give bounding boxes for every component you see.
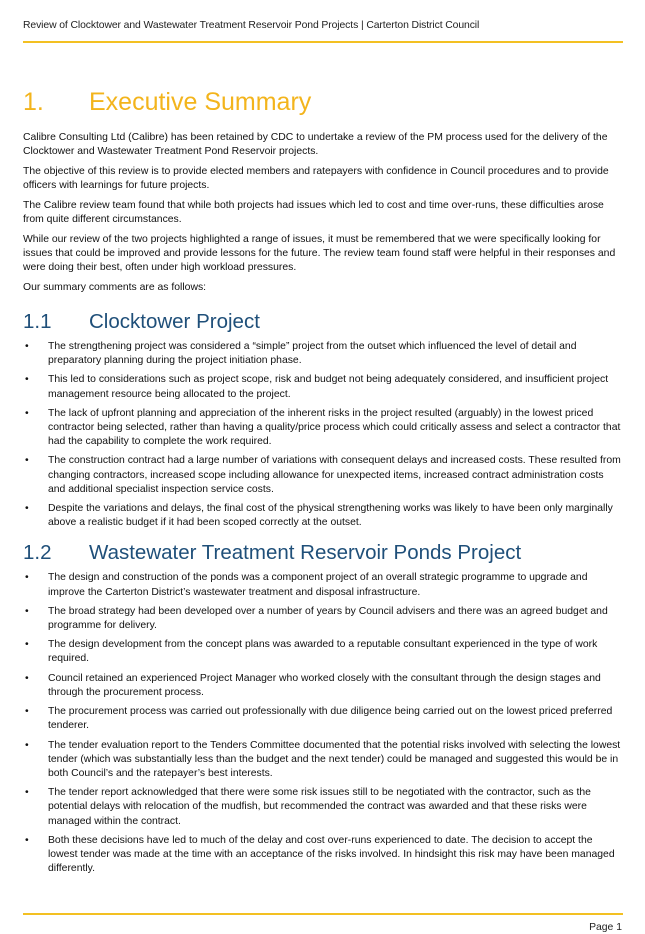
- list-item-text: The design and construction of the ponds was a component project of an overall strategic programme to upgrade and improve the Carterton District’s wastewater treatment and disposal infrastructure.: [48, 572, 588, 598]
- bullet: •: [25, 407, 29, 419]
- list-item-text: The tender report acknowledged that there were some risk issues still to be negotiated with the contractor, such as the potential delays with relocation of the mudfish, but recommended the contract was awarded and that these risks were managed within the contract.: [48, 787, 591, 827]
- list-item-text: The construction contract had a large number of variations with consequent delays and increased costs. These resulted from changing contractors, increased scope including allowance for unexpected items, increased contract administration costs and additional specialist inspection service costs.: [48, 455, 621, 495]
- list-item: [23, 786, 623, 829]
- bullet: •: [25, 605, 29, 617]
- list-item: [23, 834, 623, 877]
- section-1-2-heading: [23, 540, 623, 566]
- list-item: [23, 739, 623, 782]
- bullet: •: [25, 341, 29, 353]
- bullet: •: [25, 572, 29, 584]
- bullet: •: [25, 787, 29, 799]
- list-item: [23, 605, 623, 633]
- list-item-text: The broad strategy had been developed over a number of years by Council advisers and there was an agreed budget and programme for delivery.: [48, 605, 608, 632]
- bullet: •: [25, 739, 29, 751]
- list-item: [23, 502, 623, 530]
- list-item-text: The procurement process was carried out professionally with due diligence being carried out on the lowest priced preferred tenderer.: [48, 706, 613, 732]
- bullet: •: [25, 455, 29, 467]
- list-item: [23, 454, 623, 497]
- list-item: [23, 705, 623, 733]
- section-1-2-number: 1.2: [23, 541, 52, 565]
- paragraph: Our summary comments are as follows:: [23, 281, 207, 293]
- list-item: [23, 340, 623, 368]
- bullet: •: [25, 374, 29, 386]
- footer-rule: [23, 913, 623, 915]
- bullet: •: [25, 503, 29, 515]
- clocktower-list: [23, 340, 623, 530]
- page-number: Page 1: [589, 922, 622, 933]
- section-1-1-number: 1.1: [23, 310, 52, 334]
- list-item-text: The lack of upfront planning and appreciation of the inherent risks in the project resulted (arguably) in the lowest priced contractor being selected, rather than having a quality/price process which could critically assess and select a contractor that had the capability to complete the work required.: [48, 407, 621, 448]
- running-header: Review of Clocktower and Wastewater Treatment Reservoir Pond Projects | Carterton District Council: [23, 20, 480, 31]
- list-item-text: This led to considerations such as project scope, risk and budget not being adequately considered, and insufficient project management resource being allocated to the project.: [48, 374, 609, 400]
- bullet: •: [25, 834, 29, 846]
- list-item-text: Council retained an experienced Project Manager who worked closely with the consultant through the design stages and through the procurement process.: [48, 672, 601, 698]
- list-item: [23, 672, 623, 700]
- section-1-1-title: Clocktower Project: [89, 310, 260, 334]
- bullet: •: [25, 672, 29, 684]
- bullet: •: [25, 706, 29, 718]
- section-1-number: 1.: [23, 88, 44, 116]
- list-item: [23, 373, 623, 401]
- list-item: [23, 571, 623, 599]
- list-item: [23, 407, 623, 450]
- paragraph: The objective of this review is to provide elected members and ratepayers with confidence in Council procedures and to provide officers with learnings for future projects.: [23, 165, 609, 192]
- paragraph: The Calibre review team found that while both projects had issues which led to cost and time over-runs, these difficulties arose from quite different circumstances.: [23, 199, 604, 226]
- list-item-text: The strengthening project was considered a “simple” project from the outset which influenced the level of detail and preparatory planning during the project initiation phase.: [48, 341, 577, 367]
- paragraph: While our review of the two projects highlighted a range of issues, it must be remembered that we were specifically looking for issues that could be improved and provide lessons for the future. The review team found staff were helpful in their responses and were doing their best, often under high workload pressures.: [23, 233, 616, 274]
- section-1-heading: [23, 87, 623, 117]
- page-content: [23, 87, 623, 886]
- list-item: [23, 638, 623, 666]
- section-1-2-title: Wastewater Treatment Reservoir Ponds Project: [89, 541, 522, 565]
- list-item-text: Despite the variations and delays, the final cost of the physical strengthening works was likely to have been only marginally above a realistic budget if it had been scoped correctly at the outset.: [48, 503, 613, 529]
- bullet: •: [25, 639, 29, 651]
- paragraph: Calibre Consulting Ltd (Calibre) has been retained by CDC to undertake a review of the PM process used for the delivery of the Clocktower and Wastewater Treatment Pond Reservoir projects.: [23, 132, 608, 158]
- list-item-text: Both these decisions have led to much of the delay and cost over-runs experienced to date. The decision to accept the lowest tender was made at the time with an acceptance of the risks involved. In hindsight this risk may have been managed differently.: [48, 834, 615, 875]
- list-item-text: The tender evaluation report to the Tenders Committee documented that the potential risks involved with selecting the lowest tender (which was substantially less than the budget and the next tender) could be managed and suggested this would be in both Council’s and the ratepayer’s best interests.: [48, 739, 621, 779]
- wastewater-list: [23, 571, 623, 876]
- section-1-title: Executive Summary: [89, 88, 312, 116]
- list-item-text: The design development from the concept plans was awarded to a reputable consultant experienced in the type of work required.: [48, 639, 598, 665]
- header-rule: [23, 41, 623, 43]
- section-1-1-heading: [23, 309, 623, 335]
